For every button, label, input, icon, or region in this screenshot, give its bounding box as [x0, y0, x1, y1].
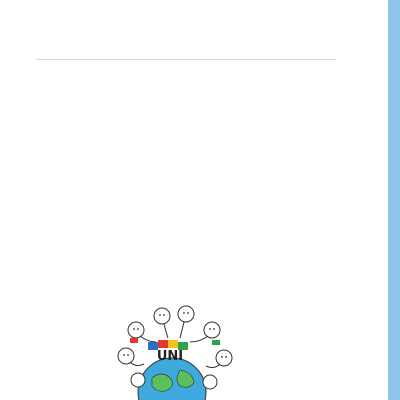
globe-characters-icon: [100, 300, 240, 400]
divider: [36, 59, 336, 60]
side-color-band: [388, 0, 400, 400]
illustration-text: UNI: [156, 349, 184, 364]
